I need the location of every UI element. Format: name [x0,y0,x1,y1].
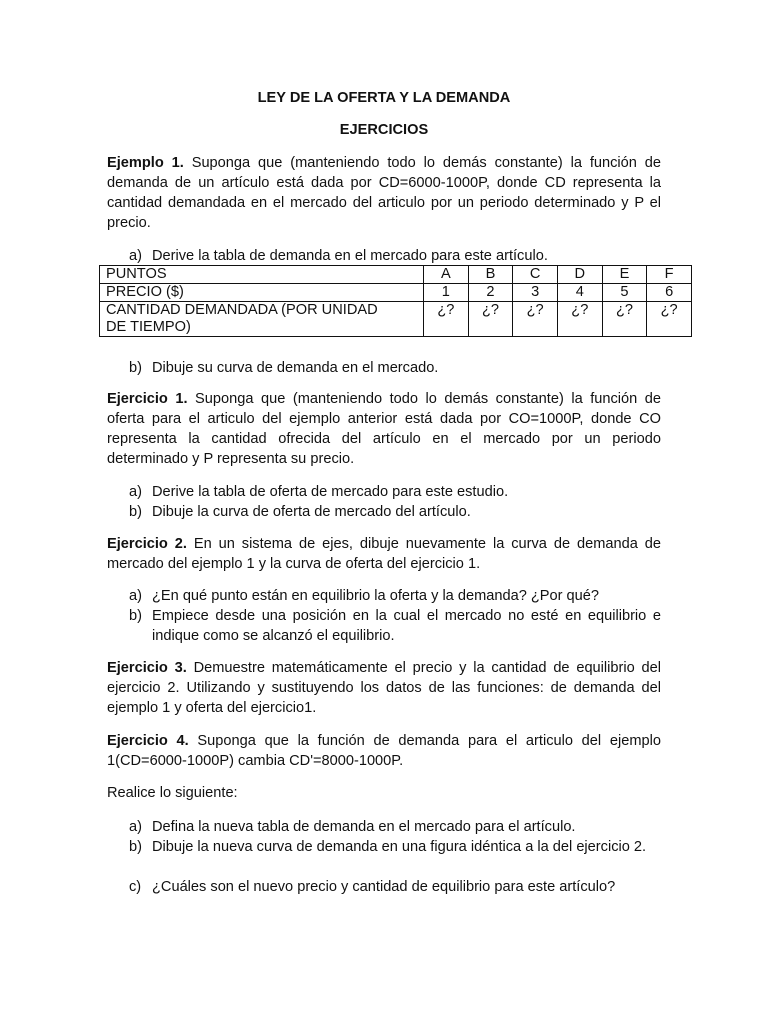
price-cell: 1 [424,284,469,302]
ejercicio-3-paragraph [107,658,661,718]
point-cell: D [557,266,602,284]
price-cell: 6 [647,284,692,302]
ejercicio-3-label: Ejercicio 3. [107,660,187,676]
item-text: Dibuje la curva de oferta de mercado del artículo. [152,504,471,520]
item-text: ¿Cuáles son el nuevo precio y cantidad de equilibrio para este artículo? [152,879,616,895]
item-text: Dibuje la nueva curva de demanda en una figura idéntica a la del ejercicio 2. [152,839,647,855]
ejercicio-4-intro: Realice lo siguiente: [107,785,238,801]
item-text: Defina la nueva tabla de demanda en el mercado para el artículo. [152,819,576,835]
ejercicio-2-paragraph [107,534,661,574]
row-header-quantity-line1 [106,302,419,319]
ejemplo-1-text: Suponga que (manteniendo todo lo demás constante) la función de demanda de un artículo está dada por CD=6000-1000P, donde CD representa la cantidad demandada en el mercado del articulo por un periodo determinado y P el precio. [107,155,661,231]
item-label: a) [129,819,142,835]
ejercicio-3-text: Demuestre matemáticamente el precio y la cantidad de equilibrio del ejercicio 2. Utilizando y sustituyendo los datos de las funciones: de demanda del ejemplo 1 y oferta del ejercicio1. [107,660,661,716]
point-cell: B [468,266,513,284]
item-text: Derive la tabla de demanda en el mercado para este artículo. [152,248,548,264]
quantity-cell: ¿? [602,302,647,337]
row-header-points: PUNTOS [100,266,424,284]
demand-table [99,265,692,337]
item-label: b) [129,504,142,520]
price-cell: 2 [468,284,513,302]
ejercicio-2-label: Ejercicio 2. [107,536,187,552]
item-text: Derive la tabla de oferta de mercado para este estudio. [152,484,509,500]
item-text: Dibuje su curva de demanda en el mercado. [152,360,439,376]
quantity-header-line1: CANTIDAD DEMANDADA (POR UNIDAD [106,302,378,318]
item-label: b) [129,608,142,624]
item-label: a) [129,588,142,604]
table-row-prices [100,284,692,302]
quantity-cell: ¿? [424,302,469,337]
point-cell: C [513,266,558,284]
table-row-quantities [100,302,692,337]
price-cell: 3 [513,284,558,302]
document-title: LEY DE LA OFERTA Y LA DEMANDA [257,90,511,106]
item-label: a) [129,484,142,500]
ejercicio-1-label: Ejercicio 1. [107,391,188,407]
item-label: b) [129,360,142,376]
ejemplo-1-paragraph [107,153,661,233]
quantity-cell: ¿? [468,302,513,337]
quantity-cell: ¿? [557,302,602,337]
point-cell: A [424,266,469,284]
ejemplo-1-label: Ejemplo 1. [107,155,184,171]
item-label: c) [129,879,142,895]
item-text: ¿En qué punto están en equilibrio la oferta y la demanda? ¿Por qué? [152,588,600,604]
point-cell: F [647,266,692,284]
quantity-cell: ¿? [647,302,692,337]
price-cell: 5 [602,284,647,302]
item-label: b) [129,839,142,855]
price-cell: 4 [557,284,602,302]
item-label: a) [129,248,142,264]
ejercicio-1-text: Suponga que (manteniendo todo lo demás constante) la función de oferta para el articulo del ejemplo anterior está dada por CO=1000P, donde CO representa la cantidad ofrecida del artículo en el mercado por un periodo determinado y P representa su precio. [107,391,661,467]
item-text: Empiece desde una posición en la cual el mercado no esté en equilibrio e indique como se alcanzó el equilibrio. [152,608,661,644]
ejercicio-4-label: Ejercicio 4. [107,733,189,749]
ejercicio-1-paragraph [107,389,661,469]
point-cell: E [602,266,647,284]
ejercicio-4-text: Suponga que la función de demanda para el articulo del ejemplo 1(CD=6000-1000P) cambia CD'=8000-1000P. [107,733,661,769]
row-header-quantity [100,302,424,337]
ejercicio-2-text: En un sistema de ejes, dibuje nuevamente la curva de demanda de mercado del ejemplo 1 y la curva de oferta del ejercicio 1. [107,536,661,572]
ejercicio-4-paragraph [107,731,661,771]
table-row-points [100,266,692,284]
row-header-quantity-line2: DE TIEMPO) [106,319,191,335]
quantity-cell: ¿? [513,302,558,337]
row-header-price: PRECIO ($) [100,284,424,302]
document-subtitle: EJERCICIOS [339,122,429,138]
